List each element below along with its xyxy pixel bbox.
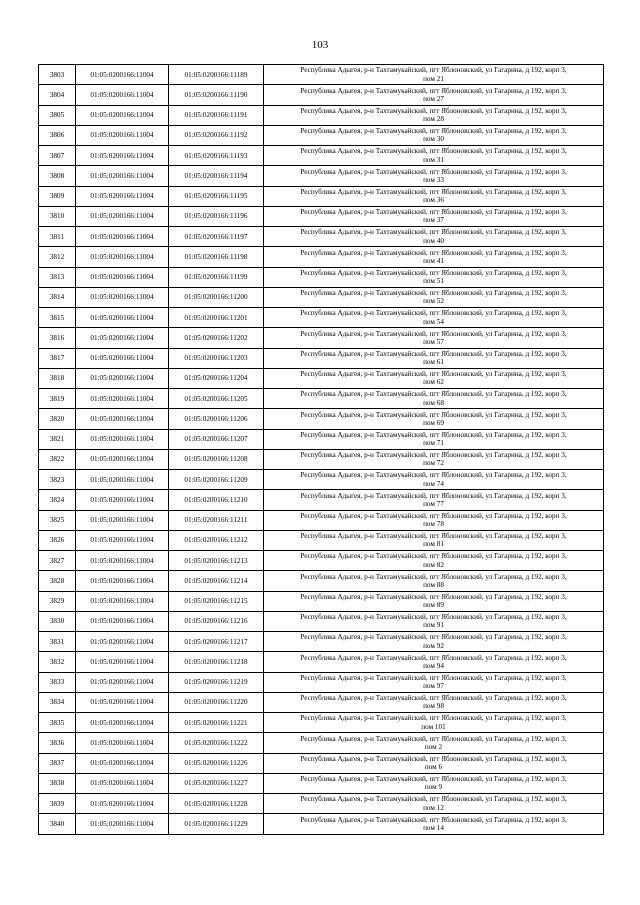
table-row xyxy=(39,247,604,267)
cadastral-number: 01:05:0200166:11194 xyxy=(169,166,264,186)
address-cell xyxy=(264,672,604,692)
premises-number: пом 12 xyxy=(423,803,444,812)
address-cell xyxy=(264,692,604,712)
address-line: Республика Адыгея, р-н Тахтамукайский, пгт Яблоновский, ул Гагарина, д 192, корп 3, xyxy=(300,532,567,541)
cadastral-number: 01:05:0200166:11207 xyxy=(169,429,264,449)
parent-cadastral-number: 01:05:0200166:11004 xyxy=(76,328,169,348)
table-row xyxy=(39,449,604,469)
cadastral-number: 01:05:0200166:11227 xyxy=(169,773,264,793)
cadastral-number: 01:05:0200166:11212 xyxy=(169,530,264,550)
address-line: Республика Адыгея, р-н Тахтамукайский, пгт Яблоновский, ул Гагарина, д 192, корп 3, xyxy=(300,815,567,824)
cadastral-number: 01:05:0200166:11211 xyxy=(169,510,264,530)
row-number: 3809 xyxy=(39,186,76,206)
cadastral-number: 01:05:0200166:11205 xyxy=(169,389,264,409)
address-cell xyxy=(264,611,604,631)
address-cell xyxy=(264,146,604,166)
table-row xyxy=(39,753,604,773)
cadastral-number: 01:05:0200166:11197 xyxy=(169,227,264,247)
row-number: 3833 xyxy=(39,672,76,692)
row-number: 3806 xyxy=(39,125,76,145)
address-line: Республика Адыгея, р-н Тахтамукайский, пгт Яблоновский, ул Гагарина, д 192, корп 3, xyxy=(300,613,567,622)
address-line: Республика Адыгея, р-н Тахтамукайский, пгт Яблоновский, ул Гагарина, д 192, корп 3, xyxy=(300,289,567,298)
row-number: 3812 xyxy=(39,247,76,267)
table-row xyxy=(39,794,604,814)
address-line: Республика Адыгея, р-н Тахтамукайский, пгт Яблоновский, ул Гагарина, д 192, корп 3, xyxy=(300,66,567,75)
parent-cadastral-number: 01:05:0200166:11004 xyxy=(76,571,169,591)
cadastral-number: 01:05:0200166:11210 xyxy=(169,490,264,510)
address-cell xyxy=(264,470,604,490)
cadastral-number: 01:05:0200166:11195 xyxy=(169,186,264,206)
parent-cadastral-number: 01:05:0200166:11004 xyxy=(76,247,169,267)
address-line: Республика Адыгея, р-н Тахтамукайский, пгт Яблоновский, ул Гагарина, д 192, корп 3, xyxy=(300,592,567,601)
address-cell xyxy=(264,794,604,814)
parent-cadastral-number: 01:05:0200166:11004 xyxy=(76,125,169,145)
premises-number: пом 61 xyxy=(423,358,444,367)
row-number: 3808 xyxy=(39,166,76,186)
address-cell xyxy=(264,571,604,591)
parent-cadastral-number: 01:05:0200166:11004 xyxy=(76,146,169,166)
cadastral-number: 01:05:0200166:11199 xyxy=(169,267,264,287)
premises-number: пом 27 xyxy=(423,94,444,103)
premises-number: пом 52 xyxy=(423,297,444,306)
cadastral-number: 01:05:0200166:11198 xyxy=(169,247,264,267)
table-row xyxy=(39,591,604,611)
row-number: 3815 xyxy=(39,308,76,328)
premises-number: пом 88 xyxy=(423,580,444,589)
parent-cadastral-number: 01:05:0200166:11004 xyxy=(76,105,169,125)
table-row xyxy=(39,409,604,429)
premises-number: пом 6 xyxy=(424,763,443,772)
cadastral-number: 01:05:0200166:11201 xyxy=(169,308,264,328)
address-cell xyxy=(264,409,604,429)
premises-number: пом 101 xyxy=(421,722,446,731)
cadastral-number: 01:05:0200166:11221 xyxy=(169,713,264,733)
premises-number: пом 51 xyxy=(423,277,444,286)
premises-number: пом 14 xyxy=(423,823,444,832)
row-number: 3803 xyxy=(39,65,76,85)
row-number: 3819 xyxy=(39,389,76,409)
table-row xyxy=(39,510,604,530)
address-line: Республика Адыгея, р-н Тахтамукайский, пгт Яблоновский, ул Гагарина, д 192, корп 3, xyxy=(300,268,567,277)
table-row xyxy=(39,166,604,186)
table-row xyxy=(39,611,604,631)
parent-cadastral-number: 01:05:0200166:11004 xyxy=(76,490,169,510)
premises-number: пом 98 xyxy=(423,702,444,711)
table-row xyxy=(39,470,604,490)
parent-cadastral-number: 01:05:0200166:11004 xyxy=(76,692,169,712)
row-number: 3805 xyxy=(39,105,76,125)
parent-cadastral-number: 01:05:0200166:11004 xyxy=(76,368,169,388)
premises-number: пом 78 xyxy=(423,520,444,529)
table-row xyxy=(39,814,604,834)
premises-number: пом 41 xyxy=(423,256,444,265)
parent-cadastral-number: 01:05:0200166:11004 xyxy=(76,591,169,611)
table-row xyxy=(39,308,604,328)
address-line: Республика Адыгея, р-н Тахтамукайский, пгт Яблоновский, ул Гагарина, д 192, корп 3, xyxy=(300,754,567,763)
premises-number: пом 71 xyxy=(423,439,444,448)
cadastral-number: 01:05:0200166:11214 xyxy=(169,571,264,591)
table-row xyxy=(39,328,604,348)
parent-cadastral-number: 01:05:0200166:11004 xyxy=(76,794,169,814)
table-body xyxy=(39,65,604,835)
parent-cadastral-number: 01:05:0200166:11004 xyxy=(76,652,169,672)
parent-cadastral-number: 01:05:0200166:11004 xyxy=(76,733,169,753)
address-line: Республика Адыгея, р-н Тахтамукайский, пгт Яблоновский, ул Гагарина, д 192, корп 3, xyxy=(300,714,567,723)
parent-cadastral-number: 01:05:0200166:11004 xyxy=(76,409,169,429)
parent-cadastral-number: 01:05:0200166:11004 xyxy=(76,65,169,85)
premises-number: пом 28 xyxy=(423,115,444,124)
address-cell xyxy=(264,814,604,834)
parent-cadastral-number: 01:05:0200166:11004 xyxy=(76,753,169,773)
address-line: Республика Адыгея, р-н Тахтамукайский, пгт Яблоновский, ул Гагарина, д 192, корп 3, xyxy=(300,329,567,338)
address-line: Республика Адыгея, р-н Тахтамукайский, пгт Яблоновский, ул Гагарина, д 192, корп 3, xyxy=(300,694,567,703)
table-row xyxy=(39,632,604,652)
parent-cadastral-number: 01:05:0200166:11004 xyxy=(76,166,169,186)
cadastral-number: 01:05:0200166:11196 xyxy=(169,206,264,226)
row-number: 3824 xyxy=(39,490,76,510)
table-row xyxy=(39,773,604,793)
address-cell xyxy=(264,389,604,409)
address-line: Республика Адыгея, р-н Тахтамукайский, пгт Яблоновский, ул Гагарина, д 192, корп 3, xyxy=(300,187,567,196)
cadastral-number: 01:05:0200166:11213 xyxy=(169,551,264,571)
cadastral-number: 01:05:0200166:11190 xyxy=(169,85,264,105)
address-line: Республика Адыгея, р-н Тахтамукайский, пгт Яблоновский, ул Гагарина, д 192, корп 3, xyxy=(300,370,567,379)
premises-number: пом 54 xyxy=(423,317,444,326)
cadastral-number: 01:05:0200166:11220 xyxy=(169,692,264,712)
table-row xyxy=(39,206,604,226)
premises-number: пом 9 xyxy=(424,783,443,792)
cadastral-number: 01:05:0200166:11204 xyxy=(169,368,264,388)
row-number: 3828 xyxy=(39,571,76,591)
row-number: 3821 xyxy=(39,429,76,449)
cadastral-number: 01:05:0200166:11189 xyxy=(169,65,264,85)
address-line: Республика Адыгея, р-н Тахтамукайский, пгт Яблоновский, ул Гагарина, д 192, корп 3, xyxy=(300,653,567,662)
address-line: Республика Адыгея, р-н Тахтамукайский, пгт Яблоновский, ул Гагарина, д 192, корп 3, xyxy=(300,390,567,399)
address-line: Республика Адыгея, р-н Тахтамукайский, пгт Яблоновский, ул Гагарина, д 192, корп 3, xyxy=(300,572,567,581)
cadastral-number: 01:05:0200166:11218 xyxy=(169,652,264,672)
row-number: 3840 xyxy=(39,814,76,834)
table-row xyxy=(39,571,604,591)
cadastral-number: 01:05:0200166:11219 xyxy=(169,672,264,692)
cadastral-number: 01:05:0200166:11200 xyxy=(169,287,264,307)
row-number: 3825 xyxy=(39,510,76,530)
address-cell xyxy=(264,429,604,449)
row-number: 3823 xyxy=(39,470,76,490)
parent-cadastral-number: 01:05:0200166:11004 xyxy=(76,814,169,834)
row-number: 3830 xyxy=(39,611,76,631)
address-cell xyxy=(264,449,604,469)
cadastral-number: 01:05:0200166:11217 xyxy=(169,632,264,652)
premises-number: пом 89 xyxy=(423,601,444,610)
parent-cadastral-number: 01:05:0200166:11004 xyxy=(76,611,169,631)
parent-cadastral-number: 01:05:0200166:11004 xyxy=(76,85,169,105)
cadastral-number: 01:05:0200166:11229 xyxy=(169,814,264,834)
row-number: 3804 xyxy=(39,85,76,105)
address-cell xyxy=(264,267,604,287)
row-number: 3837 xyxy=(39,753,76,773)
address-cell xyxy=(264,733,604,753)
row-number: 3836 xyxy=(39,733,76,753)
address-cell xyxy=(264,328,604,348)
cadastral-number: 01:05:0200166:11191 xyxy=(169,105,264,125)
premises-number: пом 77 xyxy=(423,499,444,508)
table-row xyxy=(39,186,604,206)
row-number: 3829 xyxy=(39,591,76,611)
address-cell xyxy=(264,652,604,672)
parent-cadastral-number: 01:05:0200166:11004 xyxy=(76,773,169,793)
address-cell xyxy=(264,753,604,773)
table-row xyxy=(39,672,604,692)
cadastral-number: 01:05:0200166:11203 xyxy=(169,348,264,368)
premises-number: пом 91 xyxy=(423,621,444,630)
table-row xyxy=(39,389,604,409)
premises-number: пом 30 xyxy=(423,135,444,144)
premises-number: пом 37 xyxy=(423,216,444,225)
parent-cadastral-number: 01:05:0200166:11004 xyxy=(76,449,169,469)
row-number: 3817 xyxy=(39,348,76,368)
address-line: Республика Адыгея, р-н Тахтамукайский, пгт Яблоновский, ул Гагарина, д 192, корп 3, xyxy=(300,167,567,176)
premises-number: пом 92 xyxy=(423,641,444,650)
table-row xyxy=(39,551,604,571)
address-cell xyxy=(264,308,604,328)
cadastral-number: 01:05:0200166:11206 xyxy=(169,409,264,429)
premises-number: пом 68 xyxy=(423,398,444,407)
table-row xyxy=(39,287,604,307)
address-line: Республика Адыгея, р-н Тахтамукайский, пгт Яблоновский, ул Гагарина, д 192, корп 3, xyxy=(300,248,567,257)
address-cell xyxy=(264,227,604,247)
address-line: Республика Адыгея, р-н Тахтамукайский, пгт Яблоновский, ул Гагарина, д 192, корп 3, xyxy=(300,552,567,561)
address-cell xyxy=(264,125,604,145)
premises-number: пом 36 xyxy=(423,196,444,205)
address-cell xyxy=(264,530,604,550)
premises-number: пом 21 xyxy=(423,74,444,83)
parent-cadastral-number: 01:05:0200166:11004 xyxy=(76,470,169,490)
address-line: Республика Адыгея, р-н Тахтамукайский, пгт Яблоновский, ул Гагарина, д 192, корп 3, xyxy=(300,451,567,460)
cadastral-number: 01:05:0200166:11192 xyxy=(169,125,264,145)
parent-cadastral-number: 01:05:0200166:11004 xyxy=(76,267,169,287)
parent-cadastral-number: 01:05:0200166:11004 xyxy=(76,227,169,247)
premises-number: пом 72 xyxy=(423,459,444,468)
premises-number: пом 33 xyxy=(423,175,444,184)
premises-number: пом 74 xyxy=(423,479,444,488)
row-number: 3814 xyxy=(39,287,76,307)
address-cell xyxy=(264,247,604,267)
address-line: Республика Адыгея, р-н Тахтамукайский, пгт Яблоновский, ул Гагарина, д 192, корп 3, xyxy=(300,491,567,500)
parent-cadastral-number: 01:05:0200166:11004 xyxy=(76,632,169,652)
address-line: Республика Адыгея, р-н Тахтамукайский, пгт Яблоновский, ул Гагарина, д 192, корп 3, xyxy=(300,410,567,419)
parent-cadastral-number: 01:05:0200166:11004 xyxy=(76,389,169,409)
premises-number: пом 57 xyxy=(423,337,444,346)
row-number: 3820 xyxy=(39,409,76,429)
cadastral-number: 01:05:0200166:11226 xyxy=(169,753,264,773)
address-cell xyxy=(264,773,604,793)
cadastral-number: 01:05:0200166:11202 xyxy=(169,328,264,348)
address-cell xyxy=(264,490,604,510)
address-cell xyxy=(264,287,604,307)
table-row xyxy=(39,85,604,105)
premises-number: пом 97 xyxy=(423,682,444,691)
address-cell xyxy=(264,206,604,226)
address-cell xyxy=(264,368,604,388)
address-line: Республика Адыгея, р-н Тахтамукайский, пгт Яблоновский, ул Гагарина, д 192, корп 3, xyxy=(300,775,567,784)
parent-cadastral-number: 01:05:0200166:11004 xyxy=(76,510,169,530)
page-number: 103 xyxy=(311,39,329,51)
row-number: 3827 xyxy=(39,551,76,571)
cadastral-number: 01:05:0200166:11222 xyxy=(169,733,264,753)
premises-number: пом 40 xyxy=(423,236,444,245)
table-row xyxy=(39,692,604,712)
table-row xyxy=(39,713,604,733)
table-row xyxy=(39,105,604,125)
address-line: Республика Адыгея, р-н Тахтамукайский, пгт Яблоновский, ул Гагарина, д 192, корп 3, xyxy=(300,86,567,95)
address-line: Республика Адыгея, р-н Тахтамукайский, пгт Яблоновский, ул Гагарина, д 192, корп 3, xyxy=(300,430,567,439)
row-number: 3822 xyxy=(39,449,76,469)
premises-number: пом 69 xyxy=(423,418,444,427)
address-line: Республика Адыгея, р-н Тахтамукайский, пгт Яблоновский, ул Гагарина, д 192, корп 3, xyxy=(300,228,567,237)
premises-number: пом 82 xyxy=(423,560,444,569)
registry-table xyxy=(38,64,604,835)
parent-cadastral-number: 01:05:0200166:11004 xyxy=(76,308,169,328)
address-cell xyxy=(264,105,604,125)
table-row xyxy=(39,348,604,368)
table-row xyxy=(39,490,604,510)
parent-cadastral-number: 01:05:0200166:11004 xyxy=(76,186,169,206)
parent-cadastral-number: 01:05:0200166:11004 xyxy=(76,348,169,368)
cadastral-number: 01:05:0200166:11215 xyxy=(169,591,264,611)
address-line: Республика Адыгея, р-н Тахтамукайский, пгт Яблоновский, ул Гагарина, д 192, корп 3, xyxy=(300,127,567,136)
table-row xyxy=(39,146,604,166)
premises-number: пом 62 xyxy=(423,378,444,387)
address-cell xyxy=(264,632,604,652)
row-number: 3835 xyxy=(39,713,76,733)
premises-number: пом 2 xyxy=(424,742,443,751)
table-row xyxy=(39,733,604,753)
parent-cadastral-number: 01:05:0200166:11004 xyxy=(76,672,169,692)
address-line: Республика Адыгея, р-н Тахтамукайский, пгт Яблоновский, ул Гагарина, д 192, корп 3, xyxy=(300,511,567,520)
address-line: Республика Адыгея, р-н Тахтамукайский, пгт Яблоновский, ул Гагарина, д 192, корп 3, xyxy=(300,673,567,682)
row-number: 3813 xyxy=(39,267,76,287)
address-cell xyxy=(264,713,604,733)
parent-cadastral-number: 01:05:0200166:11004 xyxy=(76,287,169,307)
address-line: Республика Адыгея, р-н Тахтамукайский, пгт Яблоновский, ул Гагарина, д 192, корп 3, xyxy=(300,106,567,115)
cadastral-number: 01:05:0200166:11216 xyxy=(169,611,264,631)
row-number: 3834 xyxy=(39,692,76,712)
address-cell xyxy=(264,591,604,611)
address-cell xyxy=(264,348,604,368)
row-number: 3810 xyxy=(39,206,76,226)
table-row xyxy=(39,227,604,247)
cadastral-number: 01:05:0200166:11228 xyxy=(169,794,264,814)
address-cell xyxy=(264,85,604,105)
address-line: Республика Адыгея, р-н Тахтамукайский, пгт Яблоновский, ул Гагарина, д 192, корп 3, xyxy=(300,633,567,642)
row-number: 3818 xyxy=(39,368,76,388)
address-line: Республика Адыгея, р-н Тахтамукайский, пгт Яблоновский, ул Гагарина, д 192, корп 3, xyxy=(300,309,567,318)
parent-cadastral-number: 01:05:0200166:11004 xyxy=(76,206,169,226)
address-cell xyxy=(264,551,604,571)
address-cell xyxy=(264,166,604,186)
address-line: Республика Адыгея, р-н Тахтамукайский, пгт Яблоновский, ул Гагарина, д 192, корп 3, xyxy=(300,795,567,804)
premises-number: пом 31 xyxy=(423,155,444,164)
address-cell xyxy=(264,186,604,206)
address-line: Республика Адыгея, р-н Тахтамукайский, пгт Яблоновский, ул Гагарина, д 192, корп 3, xyxy=(300,471,567,480)
row-number: 3839 xyxy=(39,794,76,814)
table-row xyxy=(39,368,604,388)
address-line: Республика Адыгея, р-н Тахтамукайский, пгт Яблоновский, ул Гагарина, д 192, корп 3, xyxy=(300,734,567,743)
table-row xyxy=(39,652,604,672)
cadastral-number: 01:05:0200166:11208 xyxy=(169,449,264,469)
address-cell xyxy=(264,510,604,530)
row-number: 3832 xyxy=(39,652,76,672)
row-number: 3826 xyxy=(39,530,76,550)
row-number: 3838 xyxy=(39,773,76,793)
row-number: 3831 xyxy=(39,632,76,652)
table-row xyxy=(39,65,604,85)
address-cell xyxy=(264,65,604,85)
table-row xyxy=(39,429,604,449)
address-line: Республика Адыгея, р-н Тахтамукайский, пгт Яблоновский, ул Гагарина, д 192, корп 3, xyxy=(300,208,567,217)
cadastral-number: 01:05:0200166:11193 xyxy=(169,146,264,166)
parent-cadastral-number: 01:05:0200166:11004 xyxy=(76,713,169,733)
row-number: 3807 xyxy=(39,146,76,166)
address-line: Республика Адыгея, р-н Тахтамукайский, пгт Яблоновский, ул Гагарина, д 192, корп 3, xyxy=(300,349,567,358)
table-row xyxy=(39,125,604,145)
parent-cadastral-number: 01:05:0200166:11004 xyxy=(76,530,169,550)
row-number: 3816 xyxy=(39,328,76,348)
parent-cadastral-number: 01:05:0200166:11004 xyxy=(76,551,169,571)
cadastral-number: 01:05:0200166:11209 xyxy=(169,470,264,490)
premises-number: пом 81 xyxy=(423,540,444,549)
premises-number: пом 94 xyxy=(423,661,444,670)
row-number: 3811 xyxy=(39,227,76,247)
table-row xyxy=(39,530,604,550)
address-line: Республика Адыгея, р-н Тахтамукайский, пгт Яблоновский, ул Гагарина, д 192, корп 3, xyxy=(300,147,567,156)
parent-cadastral-number: 01:05:0200166:11004 xyxy=(76,429,169,449)
table-row xyxy=(39,267,604,287)
